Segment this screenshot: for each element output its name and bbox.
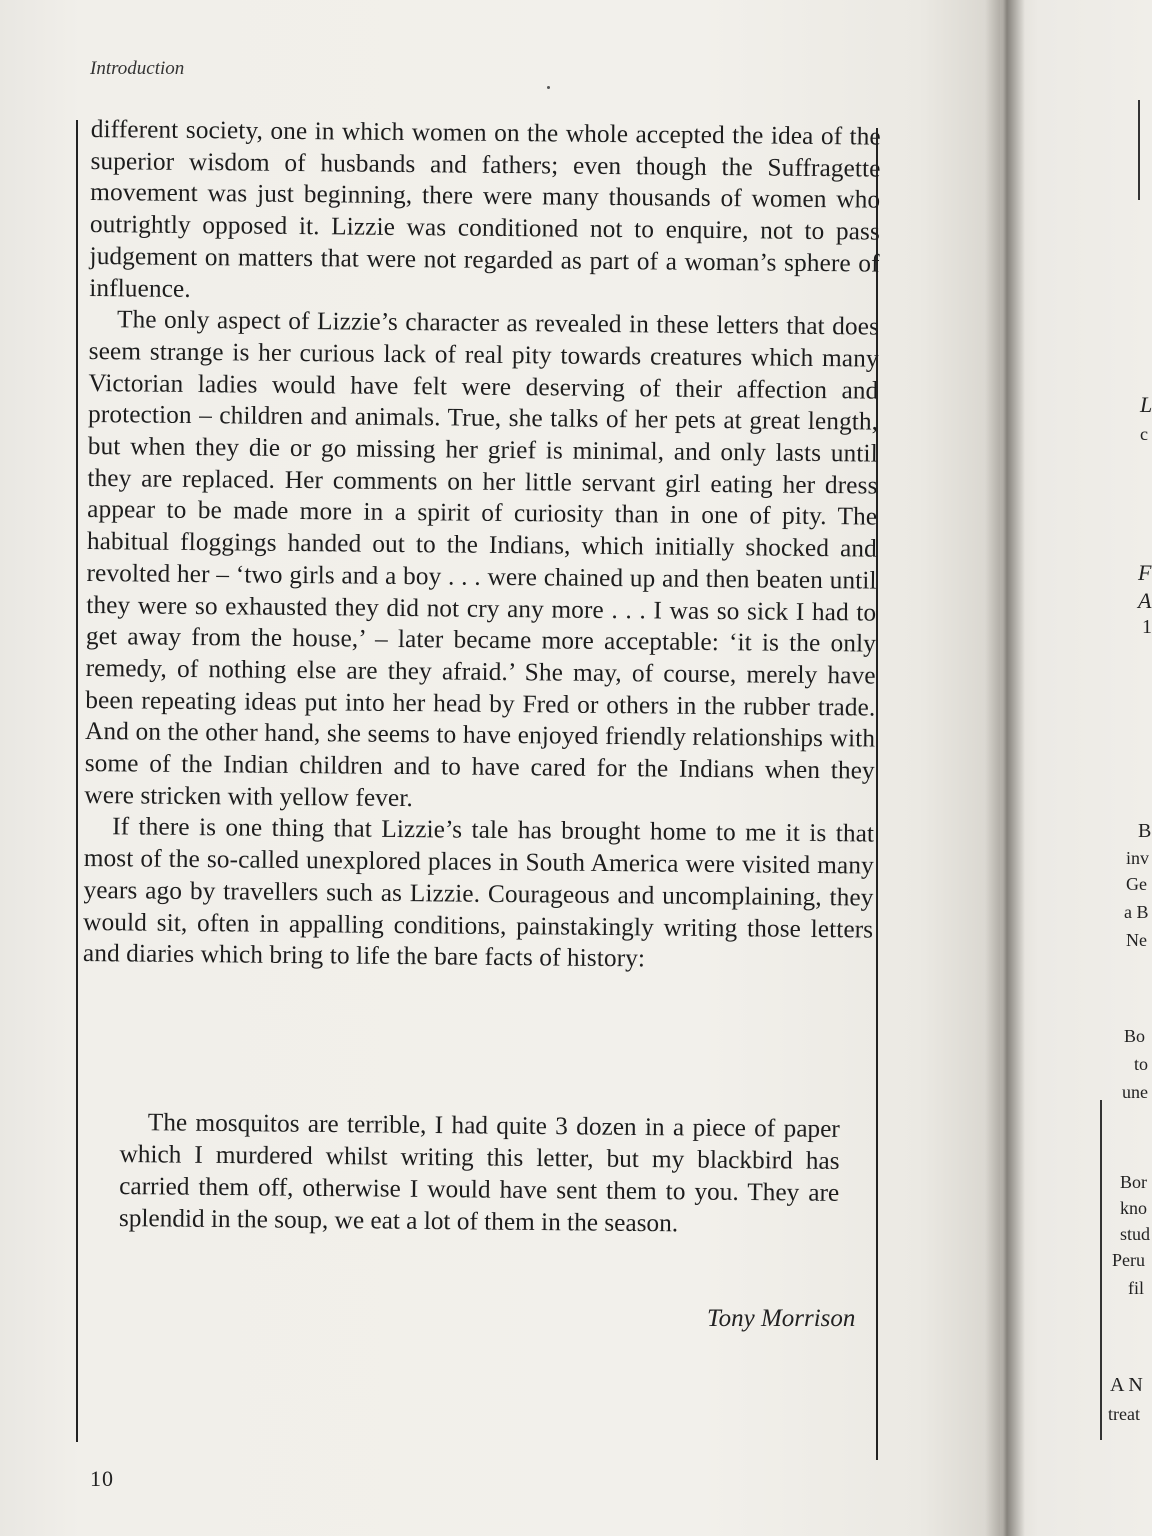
facing-page-text: Peru: [1112, 1250, 1145, 1270]
facing-page-text: Ge: [1126, 874, 1147, 894]
facing-page-text: a B: [1124, 902, 1149, 922]
facing-page-text: fil: [1128, 1278, 1144, 1298]
paragraph: The only aspect of Lizzie’s character as revealed in these letters that does seem strange is her curious lack of real pity towards creatures which many Victorian ladies would have felt were deserving of their affection and protection – children and animals. True, she talks of her pets at great length, but when they die or go missing her grief is minimal, and only lasts until they are replaced. Her comments on her little servant girl eating her dress appear to be made more in a spirit of curiosity than in one of pity. The habitual floggings handed out to the Indians, which initially shocked and revolted her – ‘two girls and a boy . . . were chained up and then beaten until they were so exhausted they did not cry any more . . . I was so sick I had to get away from the house,’ – later became more acceptable: ‘it is the only remedy, of nothing else are they afraid.’ She may, of course, merely have been repeating ideas put into her head by Fred or others in the rubber trade. And on the other hand, she seems to have enjoyed friendly relationships with some of the Indian children and to have cared for the Indians when they were stricken with yellow fever.: [84, 305, 880, 812]
facing-page-text: 1: [1142, 616, 1152, 638]
facing-page-text: A: [1138, 588, 1152, 613]
facing-page-rule: [1100, 1100, 1102, 1440]
book-gutter: [985, 0, 1025, 1536]
paper-speck: [547, 86, 550, 89]
body-text: [83, 114, 881, 978]
facing-page-text: F: [1138, 560, 1152, 585]
facing-page-text: Bo: [1124, 1026, 1146, 1046]
paragraph: If there is one thing that Lizzie’s tale has brought home to me it is that most of the so-called unexplored places in South America were visited many years ago by travellers such as Lizzie. Courageous and uncomplaining, they would sit, often in appalling conditions, painstakingly writing those letters and diaries which bring to life the bare facts of history:: [82, 812, 875, 973]
facing-page-text: L: [1140, 392, 1152, 417]
facing-page-rule: [1138, 100, 1140, 200]
facing-page-text: Bor: [1120, 1172, 1147, 1192]
facing-page-text: Ne: [1126, 930, 1147, 950]
page-number: 10: [90, 1466, 114, 1491]
facing-page-text: kno: [1120, 1198, 1147, 1218]
facing-page-text: c: [1140, 424, 1148, 444]
facing-page-text: A N: [1110, 1374, 1143, 1396]
running-head: Introduction: [90, 58, 185, 79]
facing-page-text: treat: [1108, 1404, 1140, 1424]
facing-page-text: stud: [1120, 1224, 1151, 1244]
facing-page-text: inv: [1126, 848, 1150, 868]
left-margin-rule: [76, 120, 78, 1442]
paragraph: different society, one in which women on the whole accepted the idea of the superior wisdom of husbands and fathers; even though the Suffragette movement was just beginning, there were many thousands of women who outrightly opposed it. Lizzie was conditioned not to enquire, not to pass judgement on matters that were not regarded as part of a woman’s sphere of influence.: [89, 114, 881, 303]
facing-page-text: une: [1122, 1082, 1148, 1102]
quote-text: The mosquitos are terrible, I had quite 3 dozen in a piece of paper which I murdered whilst writing this letter, but my blackbird has carried them off, otherwise I would have sent them to you. They are splendid in the soup, we eat a lot of them in the season.: [118, 1108, 840, 1238]
author-signature: Tony Morrison: [707, 1305, 856, 1332]
facing-page-text: B: [1138, 820, 1152, 842]
facing-page-text: to: [1134, 1054, 1149, 1074]
block-quote: [119, 1106, 840, 1241]
